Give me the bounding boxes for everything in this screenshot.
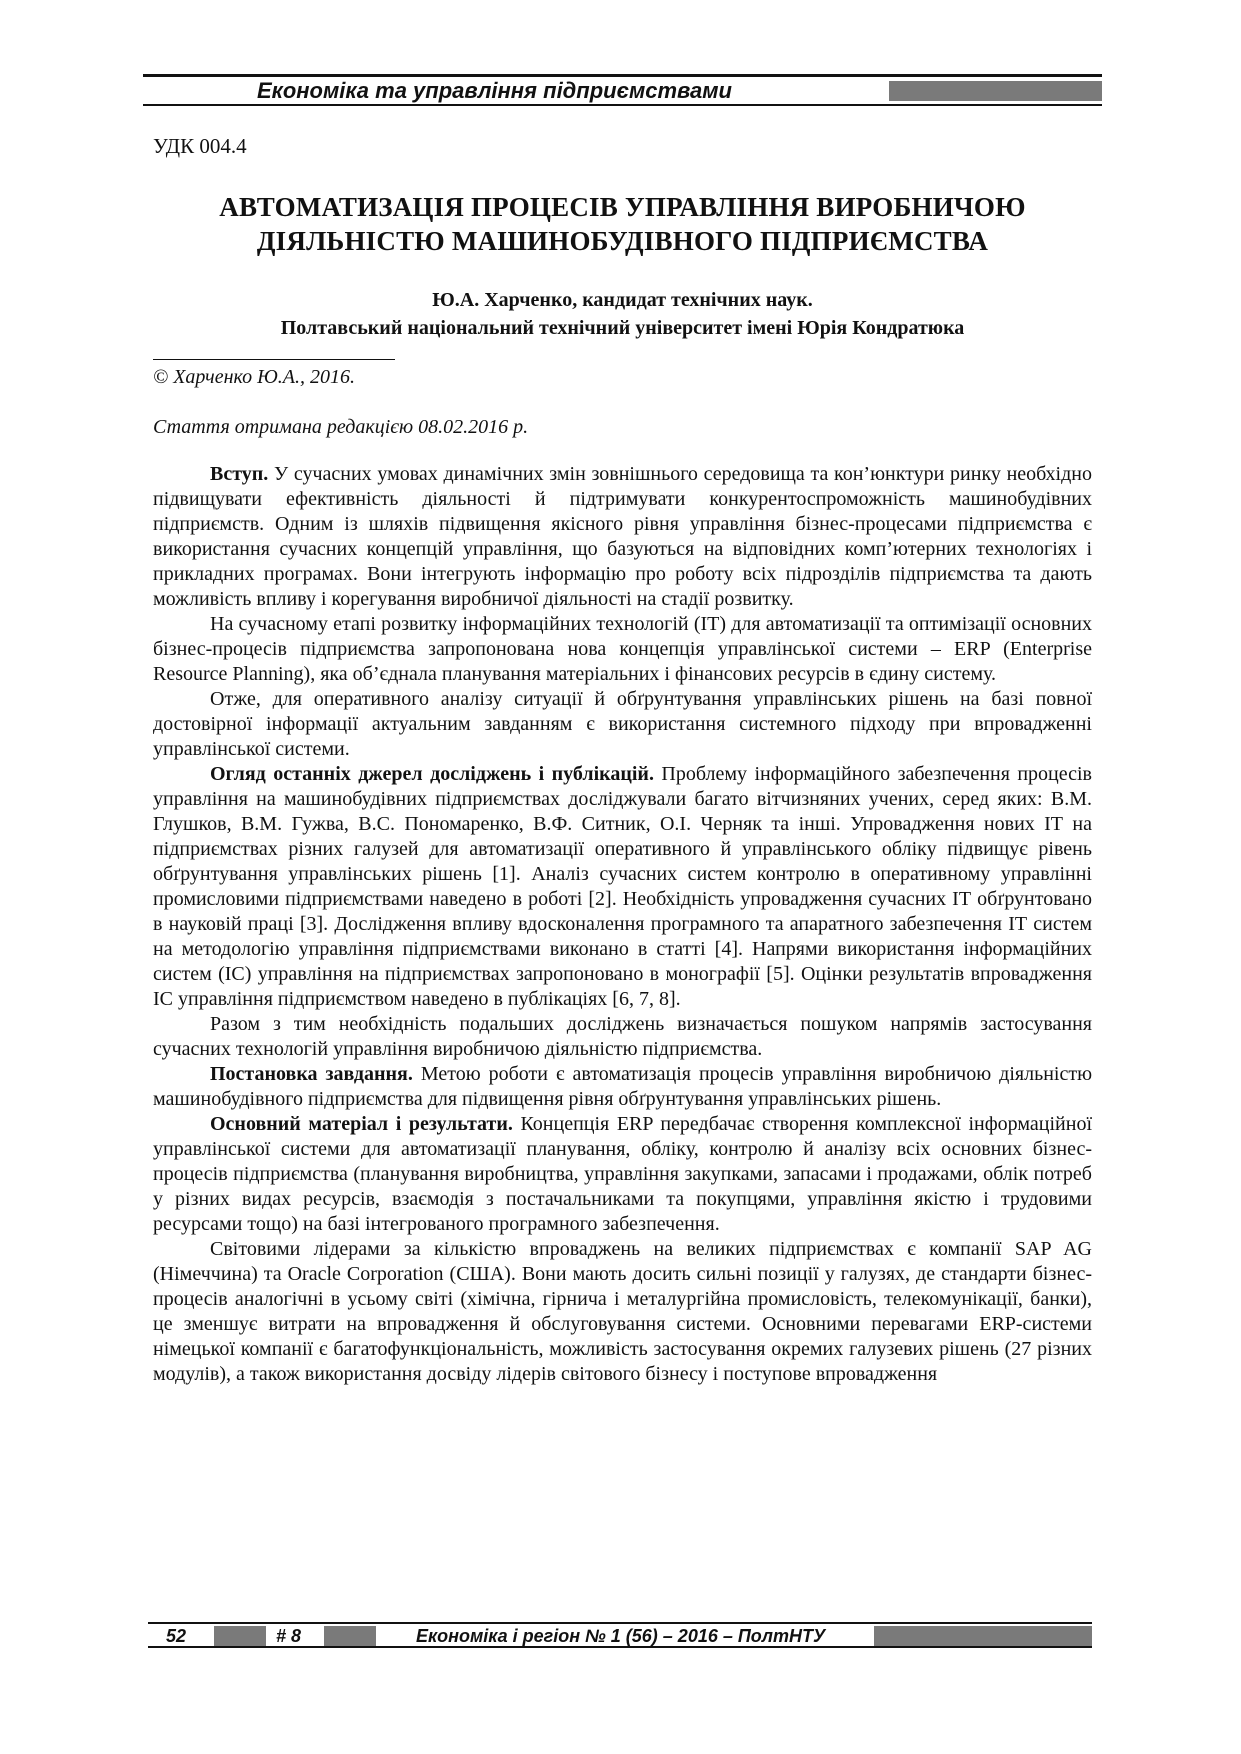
paragraph: [153, 1112, 1092, 1237]
header-rule-bottom: [143, 104, 1102, 106]
paragraph-text: Світовими лідерами за кількістю впроваджень на великих підприємствах є компанії SAP AG (Німеччина) та Oracle Corporation (США). Вони мають досить сильні позиції у галузях, де стандарти бізнес-процесів аналогічні в усьому світі (хімічна, гірнича і металургійна промисловість, телекомунікації, банки), це зменшує витрати на впровадження й обслуговування системи. Основними перевагами ERP-системи німецької компанії є багатофункціональність, можливість застосування окремих галузевих рішень (27 різних модулів), а також використання досвіду лідерів світового бізнесу і поступове впровадження: [153, 1238, 1092, 1385]
paragraph-text: Концепція ERP передбачає створення комплексної інформаційної управлінської системи для автоматизації планування, обліку, контролю й аналізу всіх основних бізнес-процесів підприємства (планування виробництва, управління закупками, запасами і продажами, облік потреб у різних видах ресурсів, взаємодія з постачальниками та покупцями, управління якістю і трудовими ресурсами тощо) на базі інтегрованого програмного забезпечення.: [153, 1113, 1092, 1235]
paragraph: [153, 1012, 1092, 1062]
paragraph: [153, 462, 1092, 612]
journal-section-title: Економіка та управління підприємствами: [257, 78, 732, 103]
paragraph-lead: Постановка завдання.: [210, 1063, 413, 1085]
article-title: [143, 190, 1102, 258]
paragraph: [153, 762, 1092, 1012]
paragraph-lead: Вступ.: [210, 463, 269, 485]
footer-gray-block-3: [874, 1626, 1092, 1646]
copyright-rule: [153, 359, 395, 360]
paragraph-lead: Основний матеріал і результати.: [210, 1113, 513, 1135]
page-number: 52: [166, 1626, 187, 1646]
paragraph-text: Метою роботи є автоматизація процесів управління виробничою діяльністю машинобудівного підприємства для підвищення рівня обґрунтування управлінських рішень.: [153, 1063, 1093, 1110]
paragraph: [153, 612, 1092, 687]
header-gray-block: [889, 81, 1102, 101]
paragraph-text: Проблему інформаційного забезпечення процесів управління на машинобудівних підприємствах досліджували багато вітчизняних учених, серед яких: В.М. Глушков, В.М. Гужва, В.С. Пономаренко, В.Ф. Ситник, О.І. Черняк та інші. Упровадження нових ІТ на підприємствах різних галузей для автоматизації оперативного й управлінського обліку підвищує рівень обґрунтування управлінських рішень [1]. Аналіз сучасних систем контролю в оперативному управлінні промисловими підприємствами наведено в роботі [2]. Необхідність упровадження сучасних ІТ обґрунтовано в науковій праці [3]. Дослідження впливу вдосконалення програмного та апаратного забезпечення ІТ систем на методологію управління підприємствами виконано в статті [4]. Напрями використання інформаційних систем (ІС) управління на підприємствах запропоновано в монографії [5]. Оцінки результатів впровадження ІС управління підприємством наведено в публікаціях [6, 7, 8].: [153, 763, 1093, 1010]
paragraph: [153, 687, 1092, 762]
page-footer: [148, 1624, 1092, 1646]
author-affiliation: Полтавський національний технічний університет імені Юрія Кондратюка: [280, 317, 965, 339]
author-block: [143, 286, 1102, 342]
article-body: [153, 462, 1092, 1387]
article-title-line-2: ДІЯЛЬНІСТЮ МАШИНОБУДІВНОГО ПІДПРИЄМСТВА: [256, 226, 989, 256]
header-rule-top: [143, 74, 1102, 77]
paragraph: [153, 1237, 1092, 1387]
paragraph-text: Отже, для оперативного аналізу ситуації й обґрунтування управлінських рішень на базі повної достовірної інформації актуальним завданням є використання системного підходу при впровадженні управлінської системи.: [153, 688, 1092, 760]
paragraph-lead: Огляд останніх джерел досліджень і публікацій.: [210, 763, 654, 785]
footer-gray-block-1: [214, 1626, 266, 1646]
footer-gray-block-2: [324, 1626, 376, 1646]
paragraph: [153, 1062, 1092, 1112]
received-date: Стаття отримана редакцією 08.02.2016 р.: [153, 416, 529, 438]
paragraph-text: У сучасних умовах динамічних змін зовнішнього середовища та кон’юнктури ринку необхідно підвищувати ефективність діяльності й підтримувати конкурентоспроможність машинобудівних підприємств. Одним із шляхів підвищення якісного рівня управління бізнес-процесами підприємства є використання сучасних концепцій управління, що базуються на відповідних комп’ютерних технологіях і прикладних програмах. Вони інтегрують інформацію про роботу всіх підрозділів підприємства та дають можливість впливу і корегування виробничої діяльності на стадії розвитку.: [153, 463, 1092, 610]
copyright-note: © Харченко Ю.А., 2016.: [153, 366, 355, 388]
issue-number: # 8: [276, 1626, 302, 1646]
author-name: Ю.А. Харченко, кандидат технічних наук.: [432, 289, 813, 311]
paragraph-text: На сучасному етапі розвитку інформаційних технологій (ІТ) для автоматизації та оптимізації основних бізнес-процесів підприємства запропонована нова концепція управлінської системи – ERP (Enterprise Resource Planning), яка об’єднала планування матеріальних і фінансових ресурсів в єдину систему.: [153, 613, 1092, 685]
article-title-line-1: АВТОМАТИЗАЦІЯ ПРОЦЕСІВ УПРАВЛІННЯ ВИРОБНИЧОЮ: [219, 192, 1026, 222]
journal-name: Економіка і регіон № 1 (56) – 2016 – ПолтНТУ: [416, 1626, 826, 1646]
footer-rule-bottom: [148, 1646, 1092, 1648]
paragraph-text: Разом з тим необхідність подальших досліджень визначається пошуком напрямів застосування сучасних технологій управління виробничою діяльністю підприємства.: [153, 1013, 1092, 1060]
udk-code: УДК 004.4: [153, 134, 247, 158]
